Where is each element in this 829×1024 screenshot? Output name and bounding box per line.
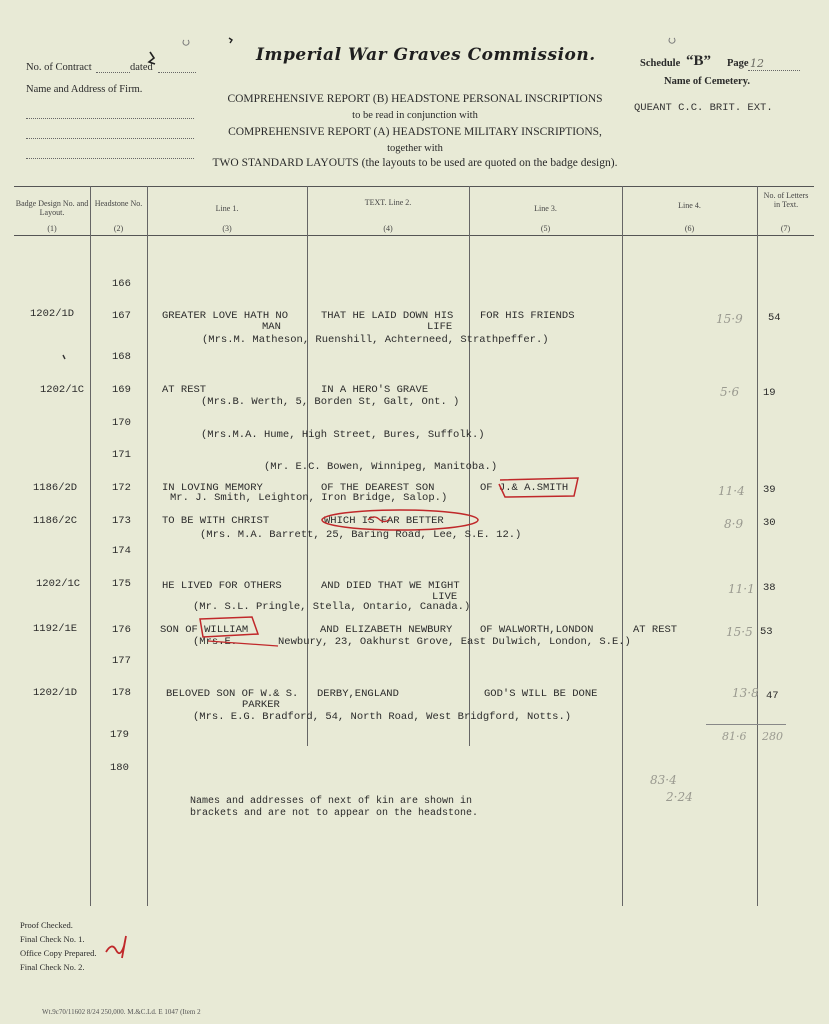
headstone-no: 175: [112, 578, 131, 590]
together-text: together with: [387, 143, 443, 154]
col-header-line3: Line 3.: [534, 204, 557, 213]
inscription-line1: IN LOVING MEMORY: [162, 482, 263, 494]
next-of-kin: (Mrs.M. Matheson, Ruenshill, Achterneed, Strathpeffer.): [202, 334, 549, 346]
inscription-line1: TO BE WITH CHRIST: [162, 515, 270, 527]
page-value: 12: [750, 57, 764, 70]
headstone-no: 173: [112, 515, 131, 527]
pencil-count: 11·4: [718, 484, 745, 498]
inscription-line2: OF THE DEAREST SON: [321, 482, 435, 494]
badge-design: 1202/1C: [36, 578, 81, 590]
inscription-line1: GREATER LOVE HATH NO: [162, 310, 289, 322]
schedule-value: “B”: [686, 53, 712, 69]
proof-checked-label: Proof Checked.: [20, 920, 73, 930]
inscription-line3: FOR HIS FRIENDS: [480, 310, 575, 322]
letter-count: 38: [763, 582, 776, 594]
final-check-1-label: Final Check No. 1.: [20, 934, 85, 944]
pencil-count: 5·6: [720, 385, 740, 399]
table-top-rule: [14, 186, 814, 187]
cemetery-label: Name of Cemetery.: [664, 76, 750, 87]
headstone-no: 177: [112, 655, 131, 667]
pencil-count: 13·8: [732, 686, 759, 700]
col-num-5: (5): [540, 224, 551, 233]
next-of-kin: (Mrs. E.G. Bradford, 54, North Road, West Bridgford, Notts.): [193, 711, 572, 723]
next-of-kin: (Mrs.M.A. Hume, High Street, Bures, Suffolk.): [201, 429, 485, 441]
printer-imprint: Wt.9c70/11602 8/24 250,000. M.&C.Ld. E 1047 (Item 2: [42, 1008, 201, 1016]
col-header-letters: No. of Letters in Text.: [763, 191, 809, 210]
conjunction-text: to be read in conjunction with: [352, 110, 478, 121]
pencil-total: 81·6: [722, 730, 747, 743]
inscription-line2-cont: LIVE: [432, 591, 458, 603]
pencil-count: 15·9: [716, 312, 743, 326]
final-check-2-label: Final Check No. 2.: [20, 962, 85, 972]
footnote-line1: Names and addresses of next of kin are shown in: [190, 796, 473, 807]
letter-count: 19: [763, 387, 776, 399]
document-title: Imperial War Graves Commission.: [256, 45, 596, 65]
badge-design: 1202/1C: [40, 384, 85, 396]
pencil-count: 11·1: [728, 582, 755, 596]
inscription-line3: OF J.& A.SMITH: [480, 482, 569, 494]
letter-count: 53: [760, 626, 773, 638]
dated-label: dated: [130, 62, 153, 73]
margin-note-b: 2·24: [666, 790, 693, 804]
next-of-kin: Mr. J. Smith, Leighton, Iron Bridge, Salop.): [170, 492, 448, 504]
letter-count: 47: [766, 690, 779, 702]
page-label: Page: [727, 58, 749, 69]
cemetery-name: QUEANT C.C. BRIT. EXT.: [634, 102, 773, 114]
col-num-6: (6): [684, 224, 695, 233]
inscription-line3: GOD'S WILL BE DONE: [484, 688, 598, 700]
headstone-no: 174: [112, 545, 131, 557]
report-a-heading: COMPREHENSIVE REPORT (A) HEADSTONE MILITARY INSCRIPTIONS,: [228, 126, 602, 138]
badge-design: 1192/1E: [33, 623, 78, 635]
layouts-text: TWO STANDARD LAYOUTS (the layouts to be used are quoted on the badge design).: [212, 157, 618, 169]
contract-label: No. of Contract: [26, 62, 92, 73]
inscription-line2: IN A HERO'S GRAVE: [321, 384, 429, 396]
report-b-heading: COMPREHENSIVE REPORT (B) HEADSTONE PERSONAL INSCRIPTIONS: [227, 93, 603, 105]
letter-count: 39: [763, 484, 776, 496]
inscription-line2-cont: LIFE: [427, 321, 453, 333]
headstone-no: 172: [112, 482, 131, 494]
col-num-1: (1): [47, 224, 57, 233]
col-num-2: (2): [113, 224, 124, 233]
letters-total: 280: [762, 730, 783, 743]
letter-count: 30: [763, 517, 776, 529]
inscription-line1: BELOVED SON OF W.& S.: [166, 688, 299, 700]
next-of-kin-prefix: (Mrs.E.: [193, 636, 238, 648]
headstone-no: 168: [112, 351, 131, 363]
inscription-line4: AT REST: [633, 624, 678, 636]
letter-count: 54: [768, 312, 781, 324]
headstone-no: 179: [110, 729, 129, 741]
inscription-line1: SON OF WILLIAM: [160, 624, 249, 636]
badge-design: 1202/1D: [30, 308, 75, 320]
col-header-line1: Line 1.: [215, 204, 239, 213]
pencil-count: 15·5: [726, 625, 753, 639]
headstone-no: 176: [112, 624, 131, 636]
next-of-kin: (Mr. E.C. Bowen, Winnipeg, Manitoba.): [264, 461, 498, 473]
office-copy-label: Office Copy Prepared.: [20, 948, 97, 958]
col-num-7: (7): [780, 224, 791, 233]
headstone-no: 180: [110, 762, 129, 774]
inscription-line2: DERBY,ENGLAND: [317, 688, 399, 700]
badge-design: 1186/2D: [33, 482, 78, 494]
next-of-kin: (Mr. S.L. Pringle, Stella, Ontario, Canada.): [193, 601, 471, 613]
schedule-label: Schedule: [640, 58, 681, 69]
headstone-no: 178: [112, 687, 131, 699]
headstone-no: 167: [112, 310, 131, 322]
next-of-kin: (Mrs.B. Werth, 5, Borden St, Galt, Ont. ): [201, 396, 460, 408]
col-header-text-line2: TEXT. Line 2.: [364, 198, 412, 207]
col-header-headstone: Headstone No.: [94, 199, 143, 208]
inscription-line1: AT REST: [162, 384, 207, 396]
firm-label: Name and Address of Firm.: [26, 84, 143, 95]
headstone-no: 166: [112, 278, 131, 290]
pencil-count: 8·9: [724, 517, 744, 531]
headstone-no: 171: [112, 449, 131, 461]
col-header-line4: Line 4.: [678, 201, 701, 210]
inscription-line2: AND ELIZABETH NEWBURY: [320, 624, 453, 636]
col-header-badge: Badge Design No. and Layout.: [15, 199, 89, 218]
headstone-no: 170: [112, 417, 131, 429]
footnote-line2: brackets and are not to appear on the headstone.: [190, 808, 479, 819]
table-header-rule: [14, 235, 814, 236]
next-of-kin: Newbury, 23, Oakhurst Grove, East Dulwich, London, S.E.): [278, 636, 631, 648]
inscription-line1-cont: MAN: [262, 321, 281, 333]
headstone-no: 169: [112, 384, 131, 396]
next-of-kin: (Mrs. M.A. Barrett, 25, Baring Road, Lee, S.E. 12.): [200, 529, 522, 541]
inscription-line2: THAT HE LAID DOWN HIS: [321, 310, 454, 322]
inscription-line1: HE LIVED FOR OTHERS: [162, 580, 282, 592]
inscription-line2: AND DIED THAT WE MIGHT: [321, 580, 460, 592]
badge-design: 1202/1D: [33, 687, 78, 699]
inscription-line1-cont: PARKER: [242, 699, 280, 711]
badge-design: 1186/2C: [33, 515, 78, 527]
inscription-line2: WHICH IS FAR BETTER: [324, 515, 444, 527]
col-num-3: (3): [222, 224, 232, 233]
col-num-4: (4): [383, 224, 393, 233]
margin-note-a: 83·4: [650, 773, 677, 787]
inscription-line3: OF WALWORTH,LONDON: [480, 624, 594, 636]
